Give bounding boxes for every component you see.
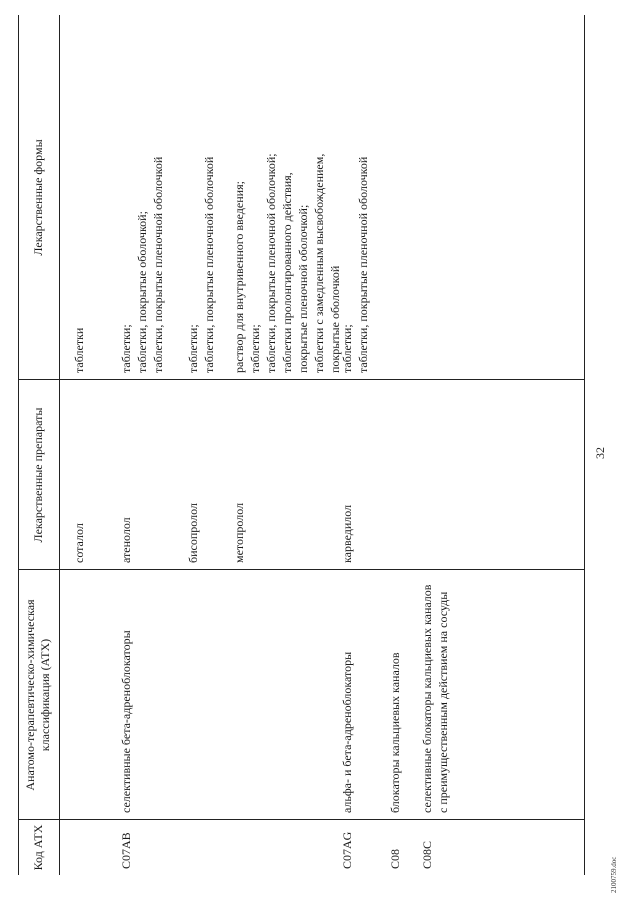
header-divider bbox=[59, 15, 60, 875]
page-number: 32 bbox=[593, 447, 607, 459]
drug-name: соталол bbox=[72, 523, 86, 563]
drug-name: карведилол bbox=[340, 504, 354, 563]
dosage-forms bbox=[185, 18, 217, 373]
drug-table bbox=[18, 15, 585, 875]
drug-name: бисопролол bbox=[186, 503, 200, 563]
dosage-form-line: раствор для внутривенного введения; bbox=[232, 181, 246, 373]
dosage-form-line: покрытые оболочкой bbox=[328, 265, 342, 373]
dosage-form-line: таблетки, покрытые пленочной оболочкой bbox=[202, 156, 216, 373]
drug-name: метопролол bbox=[232, 502, 246, 563]
dosage-form-line: таблетки пролонгированного действия, bbox=[280, 172, 294, 373]
atc-code: C07AG bbox=[340, 831, 354, 869]
dosage-form-line: таблетки, покрытые пленочной оболочкой bbox=[356, 156, 370, 373]
header-classification: Анатомо-терапевтическо-химическая классификация (АТХ) bbox=[23, 599, 52, 791]
header-code: Код АТХ bbox=[31, 824, 45, 871]
drug-name: атенолол bbox=[119, 517, 133, 563]
dosage-form-line: таблетки; bbox=[248, 324, 262, 373]
dosage-form-line: таблетки bbox=[72, 327, 86, 373]
atc-classification: альфа- и бета-адреноблокаторы bbox=[340, 651, 354, 813]
atc-classification: селективные бета-адреноблокаторы bbox=[119, 630, 133, 813]
dosage-form-line: таблетки; bbox=[340, 324, 354, 373]
dosage-form-line: таблетки, покрытые пленочной оболочкой; bbox=[264, 153, 278, 373]
header-drugs: Лекарственные препараты bbox=[31, 407, 45, 543]
dosage-forms bbox=[118, 18, 166, 373]
atc-code: C08C bbox=[420, 840, 434, 869]
atc-code: C08 bbox=[388, 848, 402, 869]
dosage-forms bbox=[231, 18, 343, 373]
dosage-form-line: таблетки с замедленным высвобождением, bbox=[312, 153, 326, 373]
dosage-form-line: таблетки; bbox=[119, 324, 133, 373]
dosage-form-line: таблетки, покрытые пленочной оболочкой bbox=[151, 156, 165, 373]
dosage-forms bbox=[71, 18, 87, 373]
atc-code: C07AB bbox=[119, 832, 133, 869]
atc-classification: селективные блокаторы кальциевых каналов с преимущественным действием на сосуды bbox=[420, 584, 450, 813]
column-divider bbox=[19, 379, 584, 380]
column-divider bbox=[19, 569, 584, 570]
column-divider bbox=[19, 819, 584, 820]
atc-classification: блокаторы кальциевых каналов bbox=[388, 652, 402, 813]
dosage-form-line: таблетки; bbox=[186, 324, 200, 373]
dosage-forms bbox=[339, 18, 371, 373]
footer-filename: 2100759.doc bbox=[610, 856, 618, 893]
dosage-form-line: таблетки, покрытые оболочкой; bbox=[135, 211, 149, 373]
header-forms: Лекарственные формы bbox=[31, 139, 45, 256]
dosage-form-line: покрытые пленочной оболочкой; bbox=[296, 204, 310, 373]
